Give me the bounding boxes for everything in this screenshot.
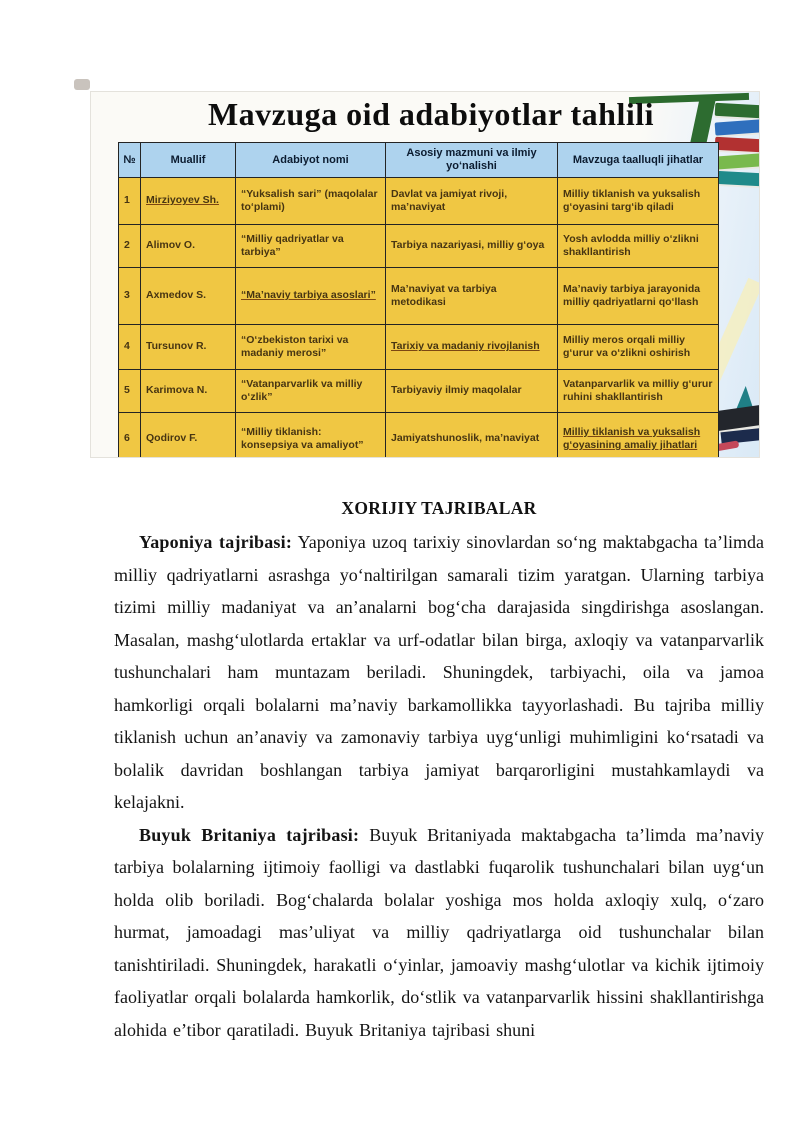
author-cell: Alimov O. — [141, 225, 236, 268]
author-cell: Tursunov R. — [141, 325, 236, 370]
paragraph-japan — [114, 526, 764, 819]
relevance-cell: Vatanparvarlik va milliy g‘urur ruhini shakllantirish — [558, 370, 719, 413]
book-icon — [715, 171, 760, 186]
table-row — [119, 225, 719, 268]
column-header: № — [119, 143, 141, 178]
figure-title: Mavzuga oid adabiyotlar tahlili — [207, 96, 655, 132]
relevance-cell: Milliy tiklanish va yuksalish g‘oyasini targ‘ib qiladi — [558, 178, 719, 225]
author-cell: Mirziyoyev Sh. — [141, 178, 236, 225]
num-cell: 1 — [119, 178, 141, 225]
num-cell: 6 — [119, 413, 141, 459]
content-cell: Davlat va jamiyat rivoji, ma’naviyat — [386, 178, 558, 225]
paragraph-uk — [114, 819, 764, 1047]
content-cell: Tarixiy va madaniy rivojlanish — [386, 325, 558, 370]
paragraph-uk-text: Buyuk Britaniyada maktabgacha ta’limda ma’naviy tarbiya bolalarning ijtimoiy faolligi va dastlabki fuqarolik tushunchalari bilan uyg‘un holda olib boriladi. Bog‘chalarda bolalar yoshiga mos holda axloqiy xulq, o‘zaro hurmat, jamoadagi mas’uliyat va milliy qadriyatlarga oid tushunchalar bilan tanishtiriladi. Shuningdek, harakatli o‘yinlar, jamoaviy mashg‘ulotlar va kichik ijtimoiy faoliyatlar orqali bolalarda hamkorlik, do‘stlik va vatanparvarlik hissini shakllantirishga alohida e’tibor qaratiladi. Buyuk Britaniya tajribasi shuni — [114, 824, 764, 1040]
content-cell: Tarbiyaviy ilmiy maqolalar — [386, 370, 558, 413]
table-row — [119, 370, 719, 413]
book-icon — [715, 137, 760, 152]
table-body — [119, 178, 719, 459]
relevance-cell: Yosh avlodda milliy o‘zlikni shakllantirish — [558, 225, 719, 268]
content-cell: Ma’naviyat va tarbiya metodikasi — [386, 268, 558, 325]
document-text — [114, 498, 764, 1046]
work-cell: “Milliy tiklanish: konsepsiya va amaliyot” — [236, 413, 386, 459]
relevance-cell: Milliy meros orqali milliy g‘urur va o‘zlikni oshirish — [558, 325, 719, 370]
work-cell: “Yuksalish sari” (maqolalar to‘plami) — [236, 178, 386, 225]
column-header: Mavzuga taalluqli jihatlar — [558, 143, 719, 178]
work-cell: “O‘zbekiston tarixi va madaniy merosi” — [236, 325, 386, 370]
paragraph-uk-lead: Buyuk Britaniya tajribasi: — [139, 824, 360, 845]
gray-artifact — [74, 79, 90, 90]
content-cell: Jamiyatshunoslik, ma’naviyat — [386, 413, 558, 459]
literature-analysis-figure — [90, 91, 760, 458]
book-icon — [715, 153, 760, 169]
literature-table — [118, 142, 719, 458]
num-cell: 3 — [119, 268, 141, 325]
table-header-row — [119, 143, 719, 178]
num-cell: 5 — [119, 370, 141, 413]
column-header: Adabiyot nomi — [236, 143, 386, 178]
table-row — [119, 325, 719, 370]
author-cell: Axmedov S. — [141, 268, 236, 325]
num-cell: 4 — [119, 325, 141, 370]
column-header: Muallif — [141, 143, 236, 178]
content-cell: Tarbiya nazariyasi, milliy g‘oya — [386, 225, 558, 268]
column-header: Asosiy mazmuni va ilmiy yo‘nalishi — [386, 143, 558, 178]
work-cell: “Milliy qadriyatlar va tarbiya” — [236, 225, 386, 268]
table-row — [119, 413, 719, 459]
table-row — [119, 268, 719, 325]
num-cell: 2 — [119, 225, 141, 268]
table-row — [119, 178, 719, 225]
paragraph-japan-lead: Yaponiya tajribasi: — [139, 532, 293, 552]
work-cell: “Vatanparvarlik va milliy o‘zlik” — [236, 370, 386, 413]
work-cell: “Ma’naviy tarbiya asoslari” — [236, 268, 386, 325]
author-cell: Qodirov F. — [141, 413, 236, 459]
section-heading: XORIJIY TAJRIBALAR — [341, 498, 537, 518]
relevance-cell: Ma’naviy tarbiya jarayonida milliy qadriyatlarni qo‘llash — [558, 268, 719, 325]
relevance-cell: Milliy tiklanish va yuksalish g‘oyasining amaliy jihatlari — [558, 413, 719, 459]
paragraph-japan-text: Yaponiya uzoq tarixiy sinovlardan so‘ng maktabgacha ta’limda milliy qadriyatlarni asrashga yo‘naltirilgan samarali tizim yaratgan. Ularning tarbiya tizimi milliy madaniyat va an’analarni bog‘cha darajasida singdirishga asoslangan. Masalan, mashg‘ulotlarda ertaklar va urf-odatlar bilan birga, axloqiy va vatanparvarlik tushunchalari ham muntazam beriladi. Shuningdek, tarbiyachi, oila va jamoa hamkorligi orqali bolalarni ma’naviy barkamollikka tayyorlashadi. Bu tajriba milliy tiklanish uchun an’anaviy va zamonaviy tarbiya uyg‘unligi muhimligini ko‘rsatadi va bolalik davridan boshlangan tarbiya jamiyat barqarorligini mustahkamlaydi va kelajakni. — [114, 532, 764, 812]
author-cell: Karimova N. — [141, 370, 236, 413]
